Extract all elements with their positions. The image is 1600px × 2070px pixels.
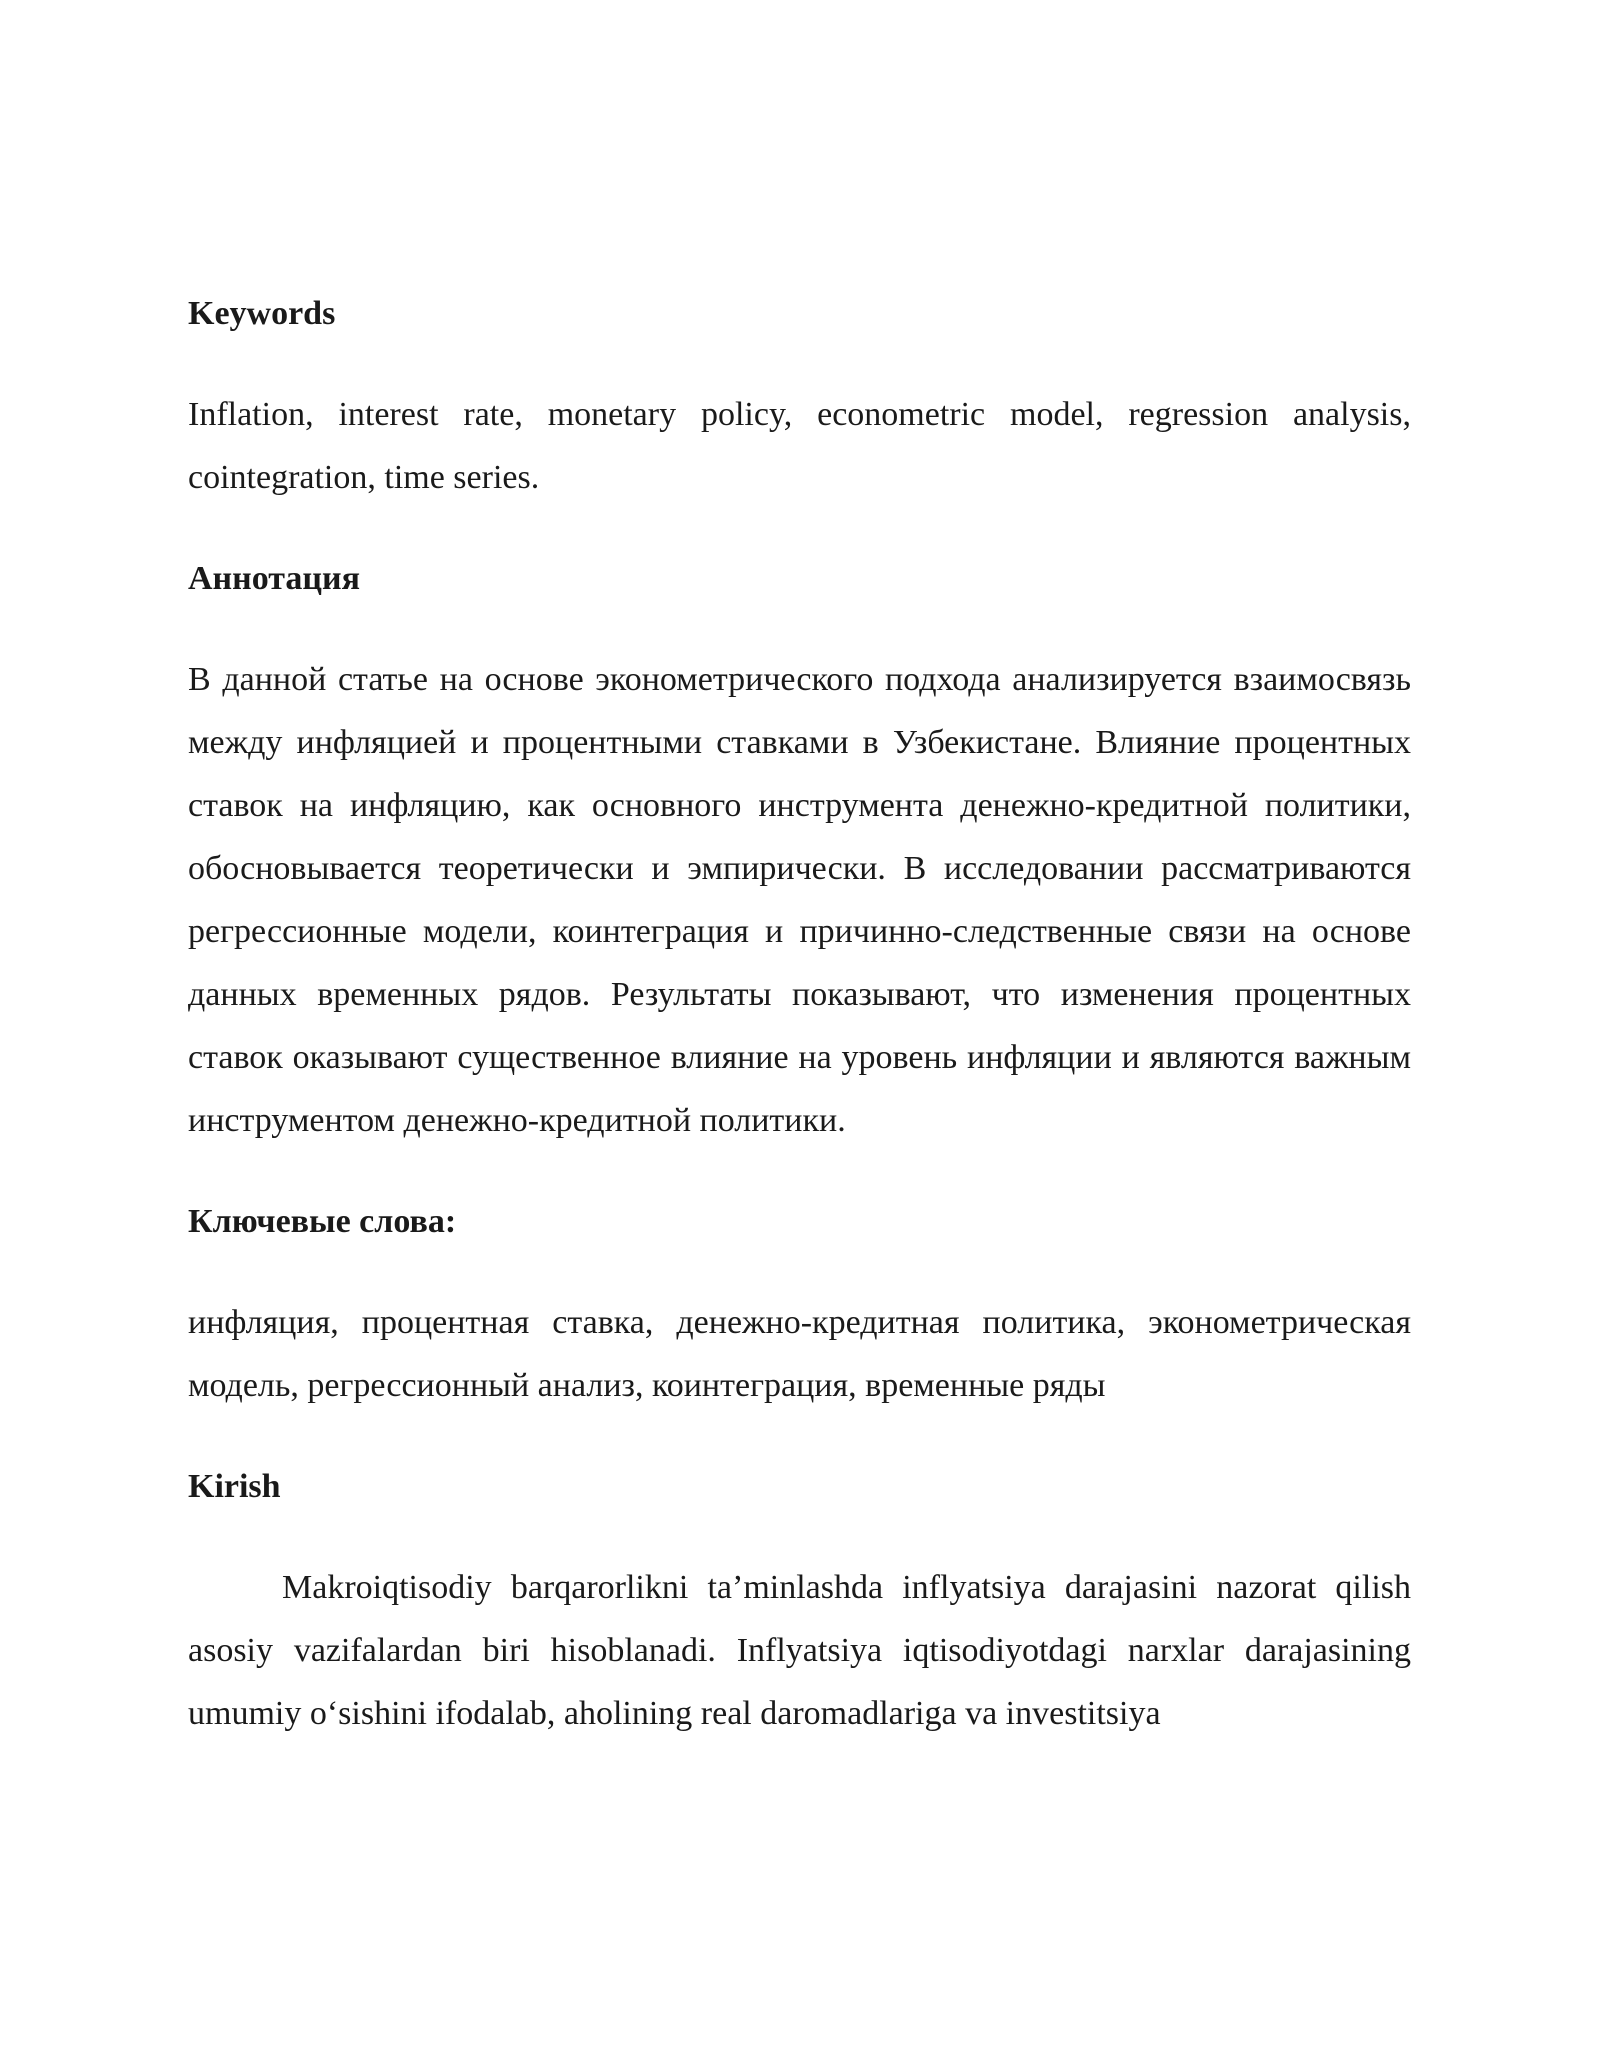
keywords-ru-heading: Ключевые слова:	[188, 1203, 457, 1240]
annotation-text: В данной статье на основе эконометрического подхода анализируется взаимосвязь между инфляцией и процентными ставками в Узбекистане. Влияние процентных ставок на инфляцию, как основного инструмента денежно-кредитной политики, обосновывается теоретически и эмпирически. В исследовании рассматриваются регрессионные модели, коинтеграция и причинно-следственные связи на основе данных временных рядов. Результаты показывают, что изменения процентных ставок оказывают существенное влияние на уровень инфляции и являются важным инструментом денежно-кредитной политики.	[188, 661, 1411, 1139]
keywords-ru-text: инфляция, процентная ставка, денежно-кредитная политика, эконометрическая модель, регрессионный анализ, коинтеграция, временные ряды	[188, 1304, 1411, 1404]
page-content	[188, 282, 1411, 1745]
keywords-text: Inflation, interest rate, monetary policy, econometric model, regression analysis, cointegration, time series.	[188, 396, 1411, 496]
keywords-heading: Keywords	[188, 295, 336, 332]
intro-heading: Kirish	[188, 1468, 281, 1505]
intro-text: Makroiqtisodiy barqarorlikni ta’minlashda inflyatsiya darajasini nazorat qilish asosiy vazifalardan biri hisoblanadi. Inflyatsiya iqtisodiyotdagi narxlar darajasining umumiy o‘sishini ifodalab, aholining real daromadlariga va investitsiya	[188, 1569, 1411, 1732]
annotation-heading: Аннотация	[188, 560, 360, 597]
